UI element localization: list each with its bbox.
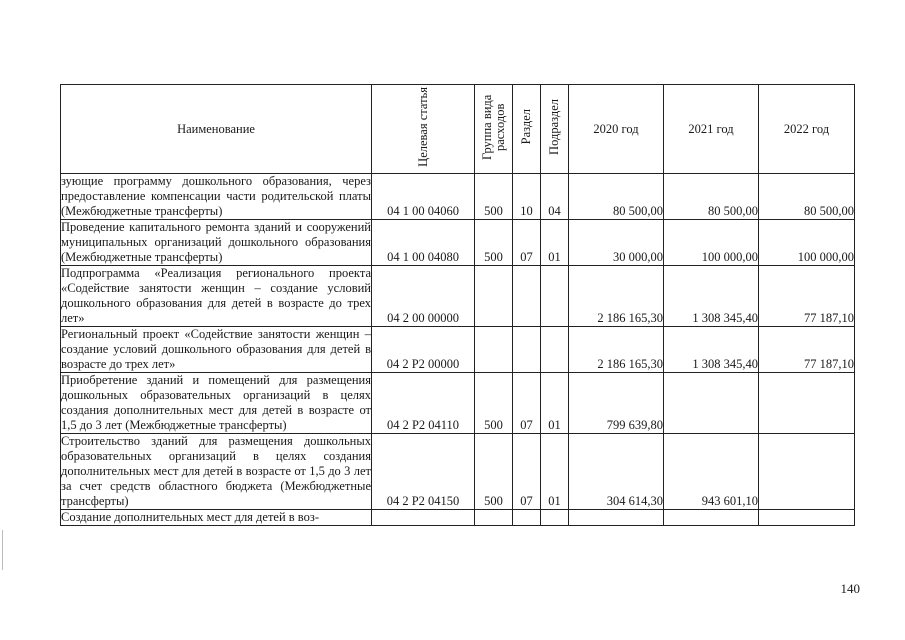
header-target-article: Целевая статья <box>372 85 475 174</box>
row-name: Региональный проект «Содействие занятости женщин – создание условий дошкольного образования для детей в возрасте до трех лет» <box>61 327 371 371</box>
row-subsection: 01 <box>541 373 569 434</box>
row-2021: 100 000,00 <box>664 220 759 266</box>
row-section: 07 <box>513 220 541 266</box>
row-expense-group <box>475 510 513 526</box>
row-section: 07 <box>513 434 541 510</box>
row-expense-group: 500 <box>475 220 513 266</box>
row-2020: 2 186 165,30 <box>569 266 664 327</box>
row-expense-group: 500 <box>475 434 513 510</box>
row-target-article <box>372 510 475 526</box>
row-subsection <box>541 510 569 526</box>
row-2022: 100 000,00 <box>759 220 855 266</box>
row-2020: 2 186 165,30 <box>569 327 664 373</box>
row-2022 <box>759 434 855 510</box>
table-row <box>61 174 855 220</box>
row-name: Строительство зданий для размещения дошкольных образовательных организаций в целях создания дополнительных мест для детей в возрасте от 1,5 до 3 лет за счет средств областного бюджета (Межбюджетные трансферты) <box>61 434 371 508</box>
row-section: 07 <box>513 373 541 434</box>
row-expense-group <box>475 266 513 327</box>
table-row <box>61 510 855 526</box>
table-row <box>61 327 855 373</box>
row-2021: 1 308 345,40 <box>664 327 759 373</box>
row-section: 10 <box>513 174 541 220</box>
header-2020: 2020 год <box>569 85 664 174</box>
row-2022 <box>759 373 855 434</box>
header-2022: 2022 год <box>759 85 855 174</box>
table-row <box>61 434 855 510</box>
row-target-article: 04 2 P2 04110 <box>372 373 475 434</box>
budget-table <box>60 84 855 526</box>
row-target-article: 04 1 00 04080 <box>372 220 475 266</box>
row-2021 <box>664 373 759 434</box>
table-row <box>61 220 855 266</box>
row-target-article: 04 2 P2 04150 <box>372 434 475 510</box>
row-name: Приобретение зданий и помещений для размещения дошкольных образовательных организаций в целях создания дополнительных мест для детей в возрасте от 1,5 до 3 лет (Межбюджетные трансферты) <box>61 373 371 432</box>
row-2022: 77 187,10 <box>759 327 855 373</box>
row-expense-group <box>475 327 513 373</box>
header-section: Раздел <box>513 85 541 174</box>
row-2020: 80 500,00 <box>569 174 664 220</box>
scan-artifact <box>2 530 3 570</box>
row-2021 <box>664 510 759 526</box>
header-subsection: Подраздел <box>541 85 569 174</box>
row-target-article: 04 2 P2 00000 <box>372 327 475 373</box>
header-name: Наименование <box>61 85 372 174</box>
row-2021: 943 601,10 <box>664 434 759 510</box>
row-expense-group: 500 <box>475 373 513 434</box>
row-name: Подпрограмма «Реализация регионального проекта «Содействие занятости женщин – создание условий дошкольного образования для детей в возрасте до трех лет» <box>61 266 371 325</box>
row-2022 <box>759 510 855 526</box>
row-2020: 799 639,80 <box>569 373 664 434</box>
row-name: Проведение капитального ремонта зданий и сооружений муниципальных организаций дошкольного образования (Межбюджетные трансферты) <box>61 220 371 264</box>
row-section <box>513 266 541 327</box>
row-subsection: 01 <box>541 434 569 510</box>
row-2022: 80 500,00 <box>759 174 855 220</box>
header-2021: 2021 год <box>664 85 759 174</box>
row-name: зующие программу дошкольного образования, через предоставление компенсации части родительской платы (Межбюджетные трансферты) <box>61 174 371 218</box>
header-expense-group: Группа вида расходов <box>475 85 513 174</box>
row-name: Создание дополнительных мест для детей в воз- <box>61 510 372 526</box>
table-row <box>61 373 855 434</box>
row-2021: 80 500,00 <box>664 174 759 220</box>
row-subsection <box>541 327 569 373</box>
row-expense-group: 500 <box>475 174 513 220</box>
row-2020: 304 614,30 <box>569 434 664 510</box>
row-subsection: 04 <box>541 174 569 220</box>
row-section <box>513 510 541 526</box>
table-row <box>61 266 855 327</box>
row-subsection: 01 <box>541 220 569 266</box>
row-subsection <box>541 266 569 327</box>
row-2020 <box>569 510 664 526</box>
row-2022: 77 187,10 <box>759 266 855 327</box>
row-2020: 30 000,00 <box>569 220 664 266</box>
page-number: 140 <box>840 581 860 596</box>
row-2021: 1 308 345,40 <box>664 266 759 327</box>
table-header-row <box>61 85 855 174</box>
row-target-article: 04 2 00 00000 <box>372 266 475 327</box>
row-section <box>513 327 541 373</box>
row-target-article: 04 1 00 04060 <box>372 174 475 220</box>
